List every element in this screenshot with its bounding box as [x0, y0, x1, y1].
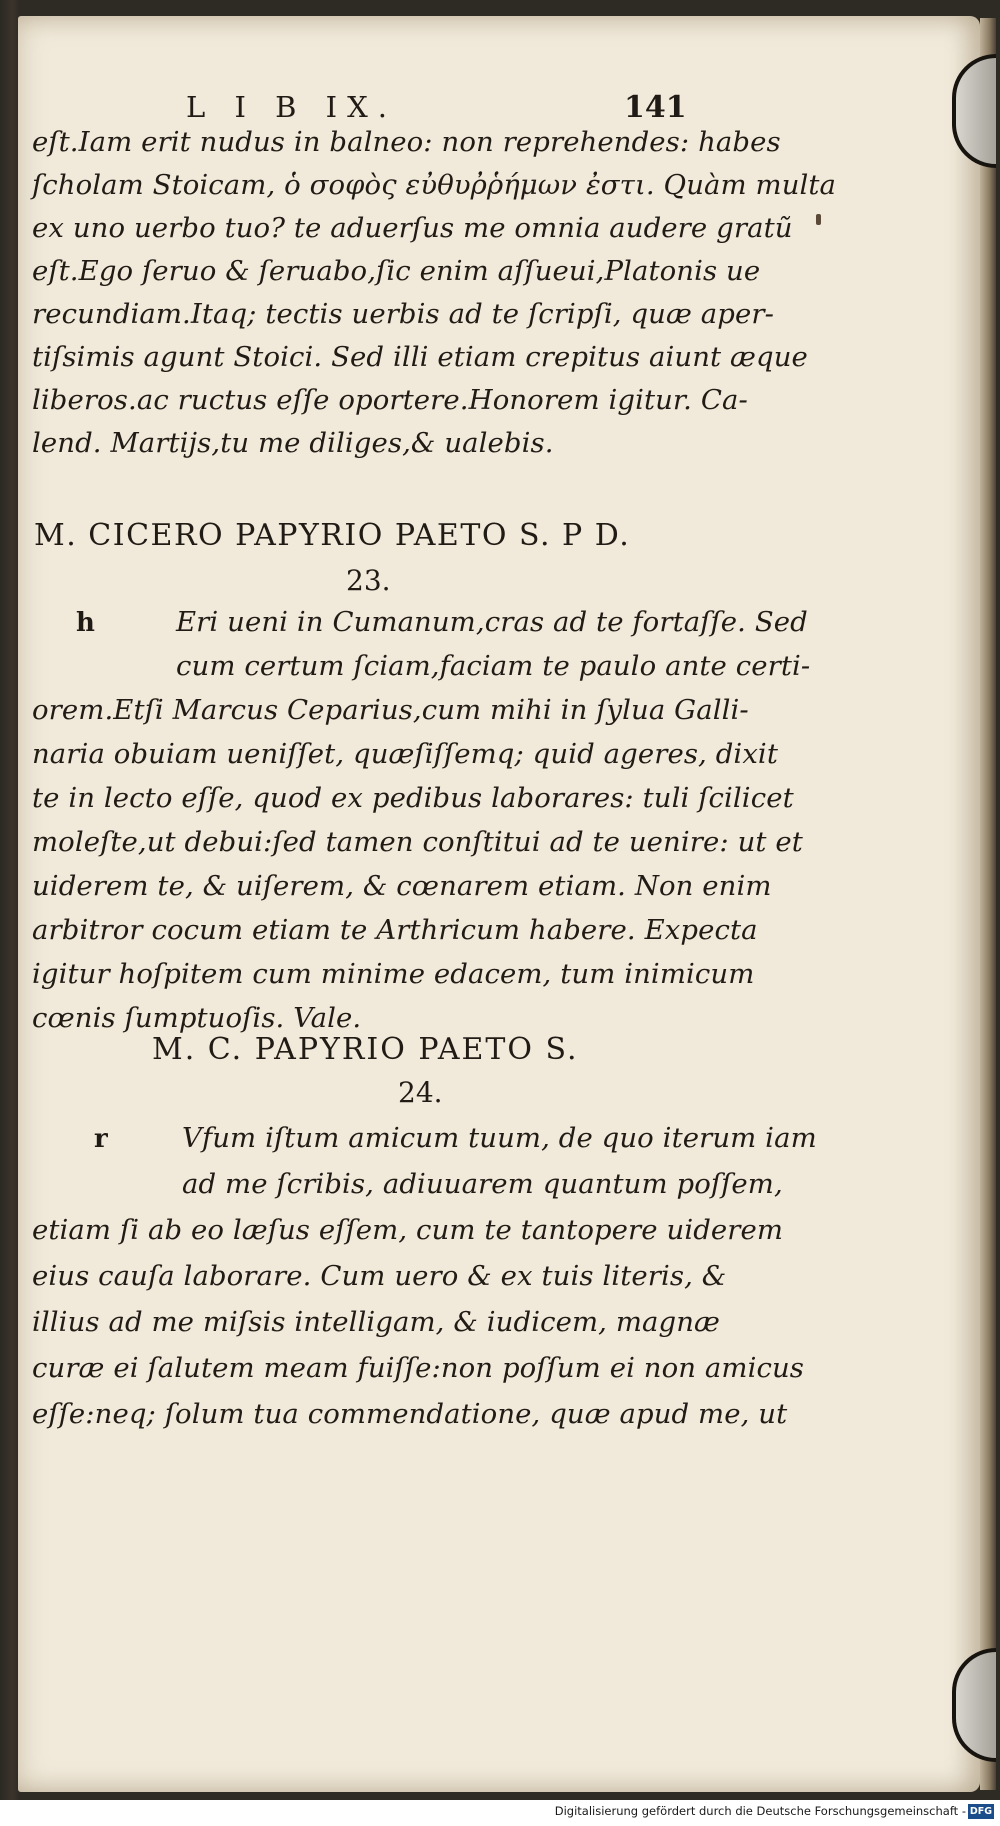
- text-line: ſcholam Stoicam, ὁ σοφὸς εὐθυῤῥήμων ἐστι. Quàm multa: [32, 169, 837, 201]
- text-line: orem.Etſi Marcus Ceparius,cum mihi in ſylua Galli-: [32, 694, 749, 726]
- footer-credit: Digitalisierung gefördert durch die Deutsche Forschungsgemeinschaft -: [554, 1804, 966, 1818]
- letter-heading: M. C. PAPYRIO PAETO S.: [152, 1032, 579, 1067]
- ink-spot: [816, 214, 821, 225]
- text-line: naria obuiam ueniſſet, quæſiſſemq; quid ageres, dixit: [32, 738, 778, 770]
- text-line: igitur hoſpitem cum minime edacem, tum inimicum: [32, 958, 755, 990]
- book-edge: [980, 18, 996, 1790]
- text-line: curæ ei ſalutem meam fuiſſe:non poſſum ei non amicus: [32, 1352, 805, 1384]
- text-line: Vfum iſtum amicum tuum, de quo iterum iam: [182, 1122, 817, 1154]
- drop-cap-letter: r: [94, 1124, 108, 1154]
- text-line: ad me ſcribis, adiuuarem quantum poſſem,: [182, 1168, 783, 1200]
- text-line: eſſe:neq; ſolum tua commendatione, quæ apud me, ut: [32, 1398, 788, 1430]
- text-line: te in lecto eſſe, quod ex pedibus laborares: tuli ſcilicet: [32, 782, 794, 814]
- text-line: etiam ſi ab eo læſus eſſem, cum te tantopere uiderem: [32, 1214, 784, 1246]
- text-line: eius cauſa laborare. Cum uero & ex tuis literis, &: [32, 1260, 727, 1292]
- drop-cap-letter: h: [76, 608, 95, 638]
- text-line: eſt.Iam erit nudus in balneo: non reprehendes: habes: [32, 126, 781, 158]
- text-line: Eri ueni in Cumanum,cras ad te fortaſſe. Sed: [176, 606, 808, 638]
- letter-number: 23.: [346, 564, 391, 597]
- text-line: uiderem te, & uiſerem, & cœnarem etiam. Non enim: [32, 870, 772, 902]
- text-line: arbitror cocum etiam te Arthricum habere. Expecta: [32, 914, 758, 946]
- running-head: L I B IX.: [186, 90, 397, 124]
- letter-number: 24.: [398, 1076, 443, 1109]
- text-line: ex uno uerbo tuo? te aduerſus me omnia audere gratũ: [32, 212, 793, 244]
- book-page: [18, 16, 980, 1792]
- text-line: recundiam.Itaq; tectis uerbis ad te ſcripſi, quæ aper-: [32, 298, 774, 330]
- text-line: lend. Martijs,tu me diliges,& ualebis.: [32, 427, 554, 459]
- text-line: cum certum ſciam,faciam te paulo ante certi-: [176, 650, 811, 682]
- text-line: eſt.Ego ſeruo & ſeruabo,ſic enim aſſueui,Platonis ue: [32, 255, 761, 287]
- text-line: cœnis ſumptuoſis. Vale.: [32, 1002, 362, 1034]
- page-number: 141: [624, 90, 687, 125]
- text-line: tiſsimis agunt Stoici. Sed illi etiam crepitus aiunt æque: [32, 341, 808, 373]
- text-line: liberos.ac ructus eſſe oportere.Honorem igitur. Ca-: [32, 384, 748, 416]
- text-line: illius ad me miſsis intelligam, & iudicem, magnæ: [32, 1306, 720, 1338]
- text-line: moleſte,ut debui:ſed tamen conſtitui ad te uenire: ut et: [32, 826, 803, 858]
- letter-heading: M. CICERO PAPYRIO PAETO S. P D.: [34, 518, 631, 553]
- dfg-logo-icon: DFG: [969, 1806, 993, 1817]
